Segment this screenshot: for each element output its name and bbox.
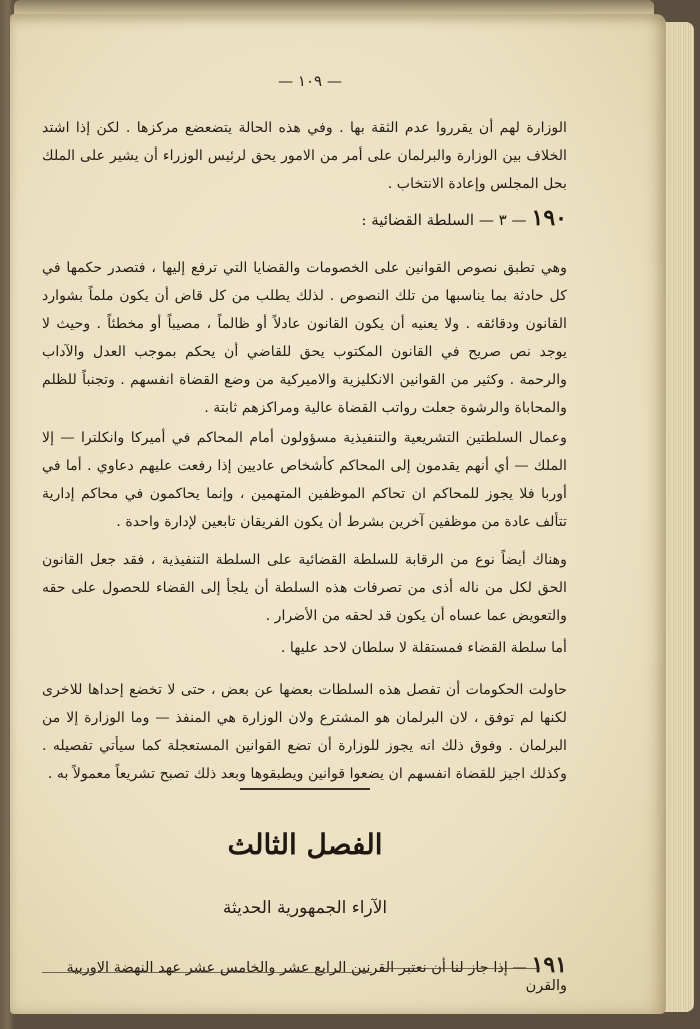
chapter-title: الفصل الثالث	[227, 828, 383, 861]
paragraph-intro: الوزارة لهم أن يقرروا عدم الثقة بها . وفي هذه الحالة يتضعضع مركزها . لكن إذا اشتد الخلاف بين الوزارة والبرلمان على أمر من الامور يحق لرئيس الوزراء أن يشير على الملك بحل المجلس وإعادة الانتخاب .	[42, 120, 567, 192]
chapter-subtitle: الآراء الجمهورية الحديثة	[222, 898, 388, 918]
paragraph-191	[42, 952, 567, 994]
pencil-underline	[380, 968, 540, 969]
section-divider	[240, 788, 370, 790]
section-heading	[42, 205, 567, 231]
section-title: — ٣ — السلطة القضائية :	[361, 211, 527, 229]
paragraph-191-number: ١٩١	[531, 952, 567, 978]
paragraph-judiciary: وهي تطبق نصوص القوانين على الخصومات والقضايا التي ترفع إليها ، فتصدر حكمها في كل حادثة بما يناسبها من تلك النصوص . لذلك يطلب من كل قاض أن يكون ملماً بشوارد القانون ودقائقه . ولا يعنيه أن يكون القانون عادلاً أو ظالماً ، مصيباً أو مخطئاً . وحيث لا يوجد نص صريح في القانون المكتوب يحق للقاضي أن يحكم بموجب العدل والآداب والرحمة . وكثير من القوانين الانكليزية والاميركية من وضع القضاة انفسهم . وتجنباً للظلم والمحاباة والرشوة جعلت رواتب القضاة عالية ومراكزهم ثابتة .	[42, 260, 567, 416]
paragraph-191-text: — إذا جاز لنا أن نعتبر القرنين الرابع عشر والخامس عشر عهد النهضة الاوربية والقرن	[66, 960, 567, 994]
paragraph-officials: وعمال السلطتين التشريعية والتنفيذية مسؤولون أمام المحاكم في أميركا وانكلترا — إلا الملك — أي أنهم يقدمون إلى المحاكم كأشخاص عاديين إذا رفعت عليهم دعاوي . أما في أوربا فلا يجوز للمحاكم ان تحاكم الموظفين المتهمين ، وإنما يحاكمون في محاكم إدارية تتألف عادة من موظفين آخرين بشرط أن يكون الفريقان تابعين لإدارة واحدة .	[42, 430, 567, 530]
pencil-underline	[42, 972, 372, 973]
paragraph-independence: أما سلطة القضاء فمستقلة لا سلطان لاحد عليها .	[280, 640, 567, 656]
page-number: — ١٠٩ —	[278, 72, 342, 90]
page-edges	[664, 22, 694, 1012]
section-number: ١٩٠	[531, 205, 567, 231]
paragraph-oversight: وهناك أيضاً نوع من الرقابة للسلطة القضائية على السلطة التنفيذية ، فقد جعل القانون الحق لكل من ناله أذى من تصرفات هذه السلطة أن يلجأ إلى القضاء للحصول على حقه والتعويض عما عساه أن يكون قد لحقه من الأضرار .	[42, 552, 567, 624]
paragraph-separation: حاولت الحكومات أن تفصل هذه السلطات بعضها عن بعض ، حتى لا تخضع إحداها للاخرى لكنها لم توفق ، لان البرلمان هو المشترع ولان الوزارة هي المنفذ — وما الوزارة إلا من البرلمان . وفوق ذلك انه يجوز للوزارة أن تضع القوانين المستعجلة كما سيأتي تفصيله . وكذلك اجيز للقضاة انفسهم ان يضعوا قوانين ويطبقوها وبعد ذلك تصبح تشريعاً معمولاً به .	[42, 682, 567, 782]
